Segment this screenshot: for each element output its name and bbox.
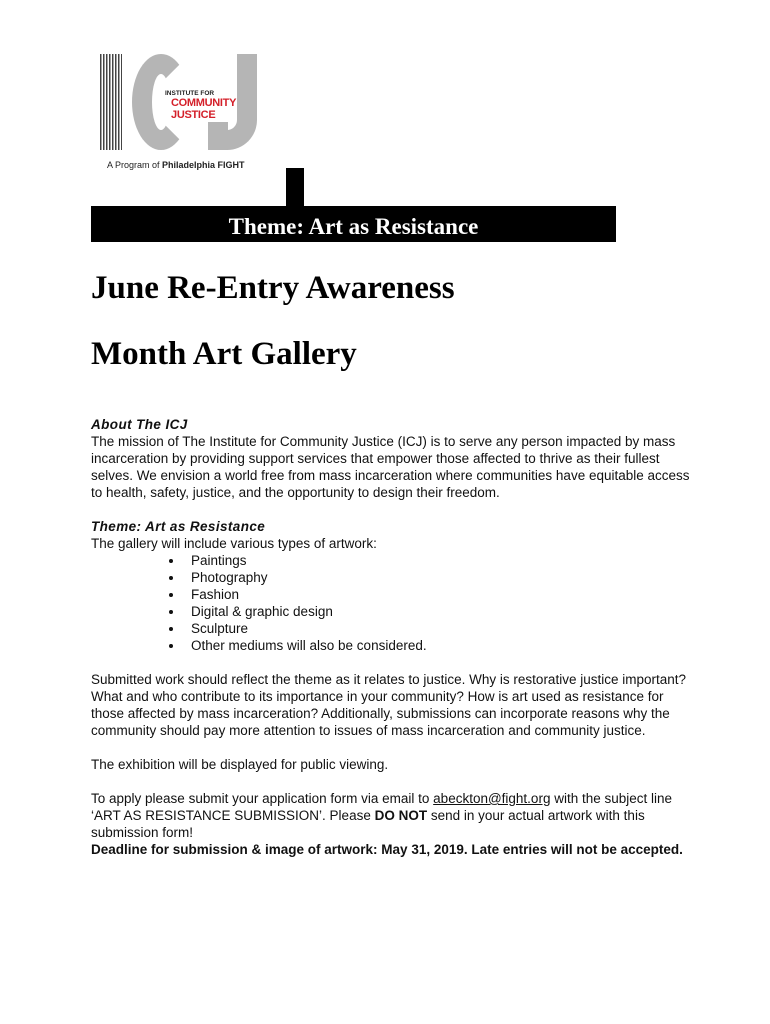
page-title-line-2: Month Art Gallery (91, 336, 357, 372)
apply-bold-warning: DO NOT (374, 808, 428, 823)
email-link[interactable]: abeckton@fight.org (433, 791, 551, 806)
list-item: • Other mediums will also be considered. (184, 637, 691, 654)
logo-justice-text: JUSTICE (171, 108, 216, 121)
apply-middle: with the subject line ‘ART AS RESISTANCE SUBMISSION’. Please (91, 791, 673, 823)
document-body (91, 416, 691, 858)
page-title-line-1: June Re-Entry Awareness (91, 270, 455, 306)
logo-community-text: COMMUNITY (171, 97, 237, 109)
deadline-notice: Deadline for submission & image of artwork: May 31, 2019. Late entries will not be accepted. (91, 842, 683, 857)
list-item: • Photography (184, 569, 691, 586)
logo-institute-text: INSTITUTE FOR (165, 90, 215, 97)
logo-caption-prefix: A Program of (107, 160, 163, 170)
submission-guidelines: Submitted work should reflect the theme as it relates to justice. Why is restorative justice important? What and who contribute to its importance in your community? How is art used as resistance for those affected by mass incarceration? Additionally, submissions can incorporate reasons why the community should pay more attention to issues of mass incarceration and community justice. (91, 672, 687, 738)
artwork-type-list (91, 552, 691, 654)
banner-post-decoration (286, 168, 304, 208)
exhibition-note: The exhibition will be displayed for public viewing. (91, 757, 389, 772)
list-item: • Paintings (184, 552, 691, 569)
list-item: • Digital & graphic design (184, 603, 691, 620)
logo-letter-i (100, 54, 122, 150)
about-heading: About The ICJ (91, 417, 188, 432)
apply-prefix: To apply please submit your application form via email to (91, 791, 434, 806)
apply-instructions (91, 790, 691, 841)
theme-intro: The gallery will include various types of artwork: (91, 536, 377, 551)
logo-caption (107, 160, 245, 170)
apply-suffix: send in your actual artwork with this submission form! (91, 808, 645, 840)
logo-community-justice (171, 98, 251, 121)
theme-heading: Theme: Art as Resistance (91, 519, 266, 534)
list-item: • Fashion (184, 586, 691, 603)
logo-caption-org: Philadelphia FIGHT (162, 160, 245, 170)
icj-logo (95, 50, 275, 180)
about-body: The mission of The Institute for Community Justice (ICJ) is to serve any person impacted by mass incarceration by providing support services that empower those affected to thrive as their fullest selves. We envision a world free from mass incarceration where communities have equitable access to health, safety, justice, and the opportunity to design their freedom. (91, 434, 690, 500)
list-item: • Sculpture (184, 620, 691, 637)
theme-banner: Theme: Art as Resistance (91, 206, 616, 242)
logo-letter-j-hook (208, 122, 228, 150)
